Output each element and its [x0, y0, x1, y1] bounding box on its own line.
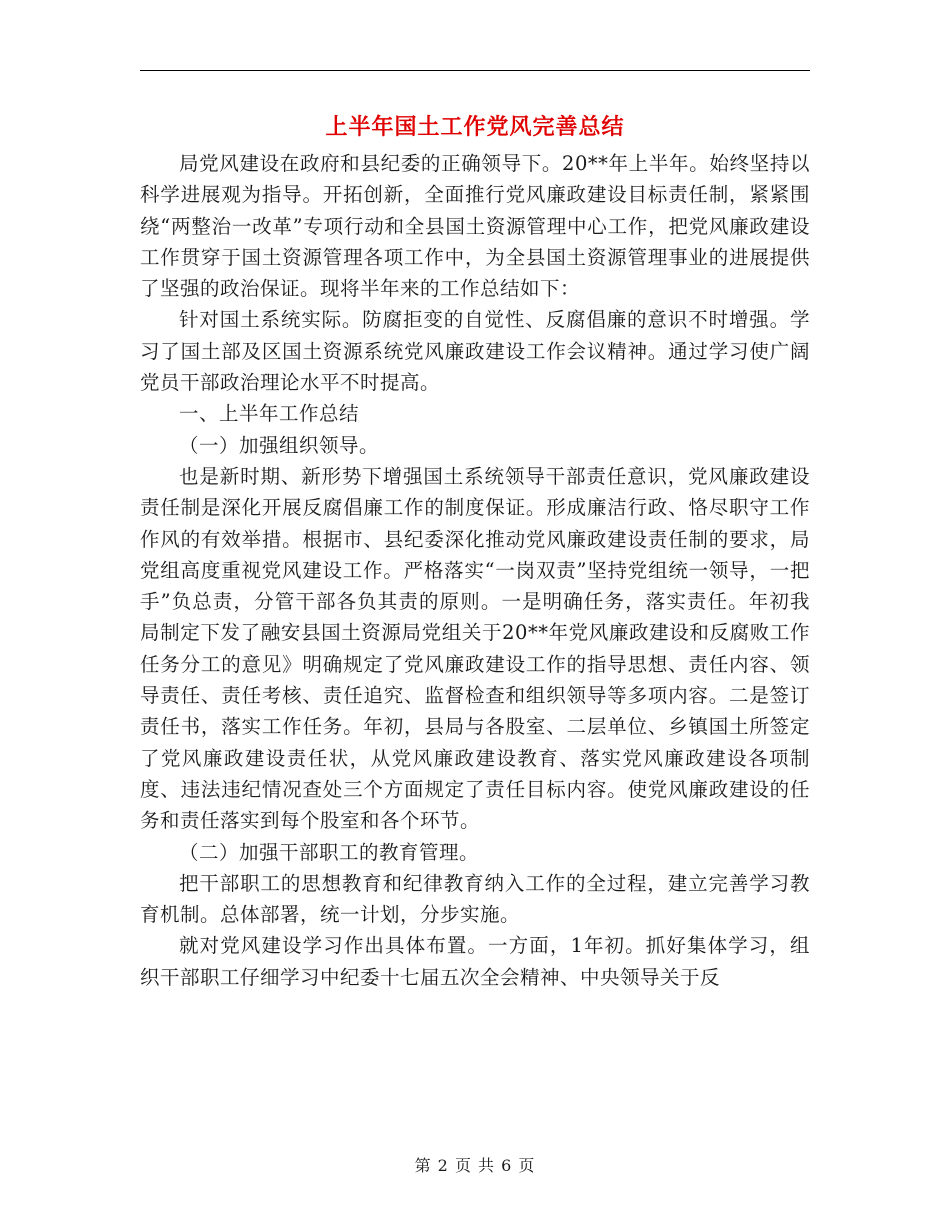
section-heading-summary: 一、上半年工作总结 — [179, 402, 360, 426]
paragraph-study: 就对党风建设学习作出具体布置。一方面，1年初。抓好集体学习，组织干部职工仔细学习中纪委十七届五次全会精神、中央领导关于反 — [140, 934, 810, 989]
page-number-footer: 第 2 页 共 6 页 — [414, 1156, 536, 1175]
document-title: 上半年国土工作党风完善总结 — [325, 114, 625, 140]
paragraph-organization: 也是新时期、新形势下增强国土系统领导干部责任意识，党风廉政建设责任制是深化开展反腐倡廉工作的制度保证。形成廉洁行政、恪尽职守工作作风的有效举措。根据市、县纪委深化推动党风廉政建设责任制的要求，局党组高度重视党风建设工作。严格落实“一岗双责”坚持党组统一领导，一把手”负总责，分管干部各负其责的原则。一是明确任务，落实责任。年初我局制定下发了融安县国土资源局党组关于20**年党风廉政建设和反腐败工作任务分工的意见》明确规定了党风廉政建设工作的指导思想、责任内容、领导责任、责任考核、责任追究、监督检查和组织领导等多项内容。二是签订责任书，落实工作任务。年初，县局与各股室、二层单位、乡镇国土所签定了党风廉政建设责任状，从党风廉政建设教育、落实党风廉政建设各项制度、违法违纪情况查处三个方面规定了责任目标内容。使党风廉政建设的任务和责任落实到每个股室和各个环节。 — [140, 464, 810, 833]
paragraph-intro: 局党风建设在政府和县纪委的正确领导下。20**年上半年。始终坚持以科学进展观为指导。开拓创新，全面推行党风廉政建设目标责任制，紧紧围绕“两整治一改革”专项行动和全县国土资源管理中心工作，把党风廉政建设工作贯穿于国土资源管理各项工作中，为全县国土资源管理事业的进展提供了坚强的政治保证。现将半年来的工作总结如下： — [140, 152, 810, 301]
subsection-heading-education: （二）加强干部职工的教育管理。 — [179, 840, 480, 864]
header-rule — [140, 70, 810, 71]
paragraph-context: 针对国土系统实际。防腐拒变的自觉性、反腐倡廉的意识不时增强。学习了国土部及区国土资源系统党风廉政建设工作会议精神。通过学习使广阔党员干部政治理论水平不时提高。 — [140, 308, 810, 395]
paragraph-education: 把干部职工的思想教育和纪律教育纳入工作的全过程，建立完善学习教育机制。总体部署，统一计划，分步实施。 — [140, 871, 810, 927]
document-body — [140, 148, 810, 993]
subsection-heading-organization: （一）加强组织领导。 — [179, 433, 380, 457]
